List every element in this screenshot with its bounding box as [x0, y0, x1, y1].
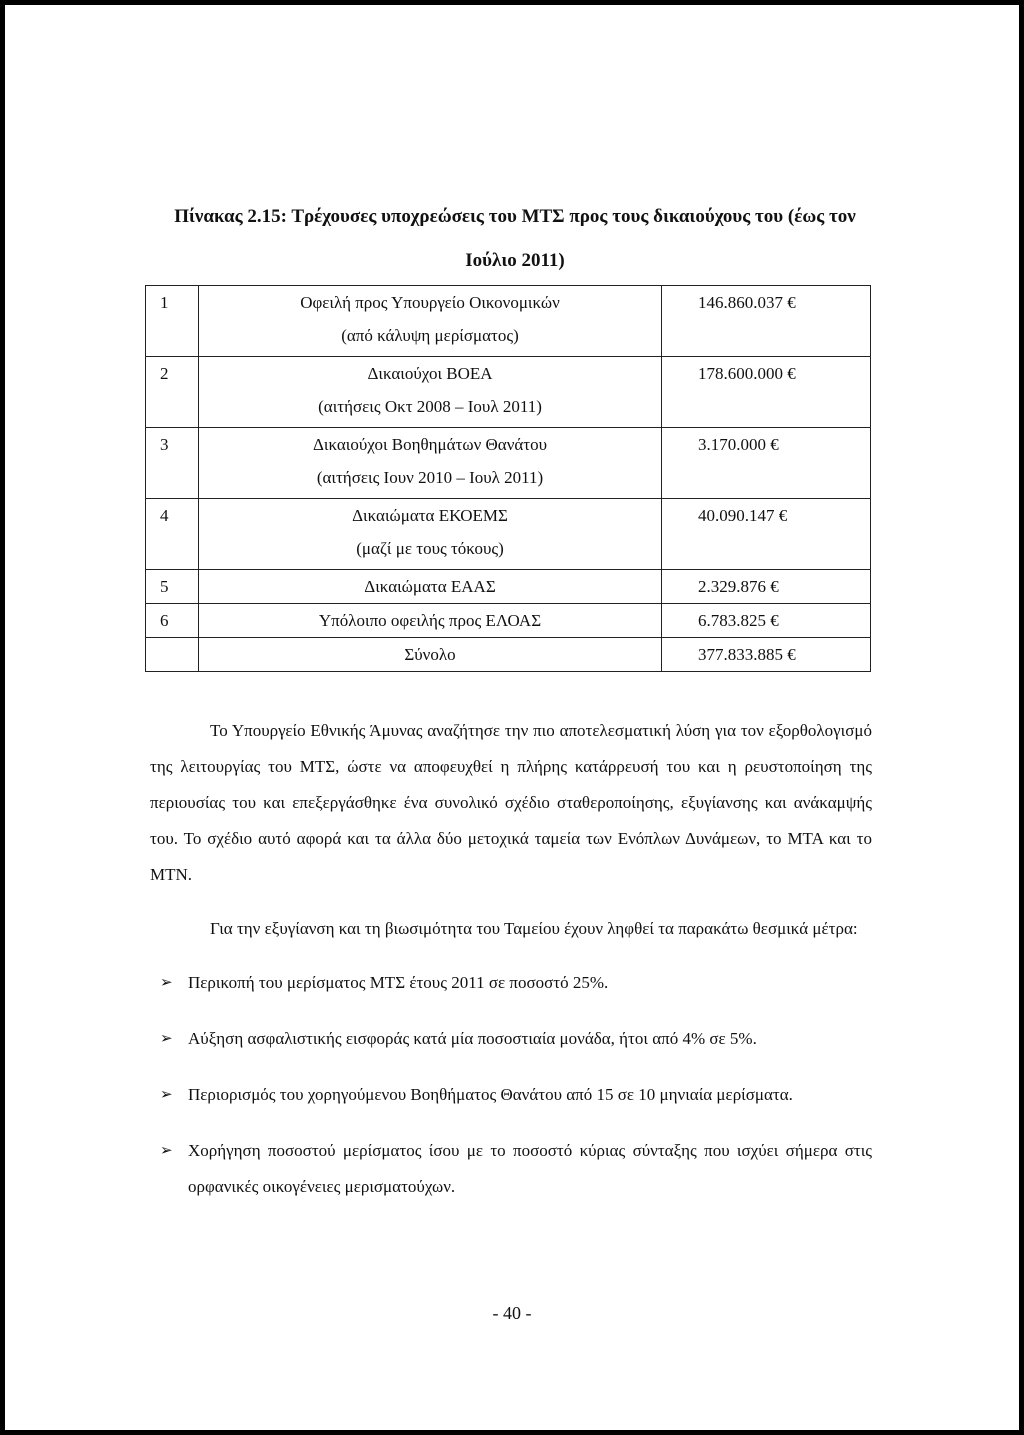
row-description [199, 286, 662, 357]
row-amount: 6.783.825 € [662, 604, 871, 638]
row-amount: 2.329.876 € [662, 570, 871, 604]
arrow-bullet-icon: ➢ [160, 1087, 173, 1103]
row-number-empty [146, 638, 199, 672]
row-amount: 40.090.147 € [662, 499, 871, 570]
row-number: 1 [146, 286, 199, 357]
row-description: Υπόλοιπο οφειλής προς ΕΛΟΑΣ [199, 604, 662, 638]
total-label: Σύνολο [199, 638, 662, 672]
total-row [146, 638, 871, 672]
measure-text: Περιορισμός του χορηγούμενου Βοηθήματος Θανάτου από 15 σε 10 μηνιαία μερίσματα. [188, 1085, 793, 1104]
row-description-line: Δικαιούχοι Βοηθημάτων Θανάτου [312, 435, 548, 454]
table-row [146, 499, 871, 570]
row-amount: 178.600.000 € [662, 357, 871, 428]
paragraph-gap [150, 893, 872, 911]
row-amount: 146.860.037 € [662, 286, 871, 357]
row-amount: 3.170.000 € [662, 428, 871, 499]
list-item [150, 1077, 872, 1113]
row-number: 4 [146, 499, 199, 570]
arrow-bullet-icon: ➢ [160, 1031, 173, 1047]
table-row [146, 357, 871, 428]
row-number: 2 [146, 357, 199, 428]
caption-line-1: Πίνακας 2.15: Τρέχουσες υποχρεώσεις του ΜΤΣ προς τους δικαιούχους του (έως τον [174, 206, 856, 227]
list-item [150, 965, 872, 1001]
row-description: Δικαιώματα ΕΑΑΣ [199, 570, 662, 604]
row-description-line: Δικαιώματα ΕΚΟΕΜΣ [352, 506, 508, 525]
row-number: 3 [146, 428, 199, 499]
paragraph-measures-intro: Για την εξυγίανση και τη βιωσιμότητα του Ταμείου έχουν ληφθεί τα παρακάτω θεσμικά μέτρα: [210, 919, 858, 938]
row-description-line: Οφειλή προς Υπουργείο Οικονομικών [300, 293, 560, 312]
measure-text: Περικοπή του μερίσματος ΜΤΣ έτους 2011 σε ποσοστό 25%. [188, 973, 609, 992]
page-number: - 40 - [492, 1303, 532, 1323]
table-row [146, 604, 871, 638]
paragraph-strategy: Το Υπουργείο Εθνικής Άμυνας αναζήτησε την πιο αποτελεσματική λύση για τον εξορθολογισμό της λειτουργίας του ΜΤΣ, ώστε να αποφευχθεί η πλήρης κατάρρευσή του και η ρευστοποίηση της περιουσίας του και επεξεργάσθηκε ένα συνολικό σχέδιο σταθεροποίησης, εξυγίανσης και ανάκαμψής του. Το σχέδιο αυτό αφορά και τα άλλα δύο μετοχικά ταμεία των Ενόπλων Δυνάμεων, το ΜΤΑ και το ΜΤΝ. [150, 721, 872, 884]
row-number: 6 [146, 604, 199, 638]
row-description-note: (μαζί με τους τόκους) [356, 539, 504, 558]
row-description [199, 357, 662, 428]
arrow-bullet-icon: ➢ [160, 975, 173, 991]
list-item [150, 1133, 872, 1205]
table-row [146, 428, 871, 499]
row-description-line: Δικαιούχοι ΒΟΕΑ [367, 364, 493, 383]
row-description [199, 428, 662, 499]
measures-list [150, 965, 872, 1205]
liabilities-table [145, 285, 871, 672]
table-row [146, 286, 871, 357]
list-item [150, 1021, 872, 1057]
row-description [199, 499, 662, 570]
table-caption [65, 195, 965, 283]
row-description-note: (από κάλυψη μερίσματος) [341, 326, 519, 345]
arrow-bullet-icon: ➢ [160, 1143, 173, 1159]
caption-line-2: Ιούλιο 2011) [465, 250, 565, 271]
table-row [146, 570, 871, 604]
row-description-note: (αιτήσεις Ιουν 2010 – Ιουλ 2011) [316, 468, 544, 487]
body-text [150, 713, 872, 1225]
row-number: 5 [146, 570, 199, 604]
document-page [5, 5, 1019, 1430]
measure-text: Χορήγηση ποσοστού μερίσματος ίσου με το ποσοστό κύριας σύνταξης που ισχύει σήμερα στις ορφανικές οικογένειες μερισματούχων. [188, 1141, 872, 1196]
measure-text: Αύξηση ασφαλιστικής εισφοράς κατά μία ποσοστιαία μονάδα, ήτοι από 4% σε 5%. [188, 1029, 757, 1048]
row-description-note: (αιτήσεις Οκτ 2008 – Ιουλ 2011) [318, 397, 542, 416]
paragraph-gap [150, 947, 872, 965]
total-amount: 377.833.885 € [662, 638, 871, 672]
